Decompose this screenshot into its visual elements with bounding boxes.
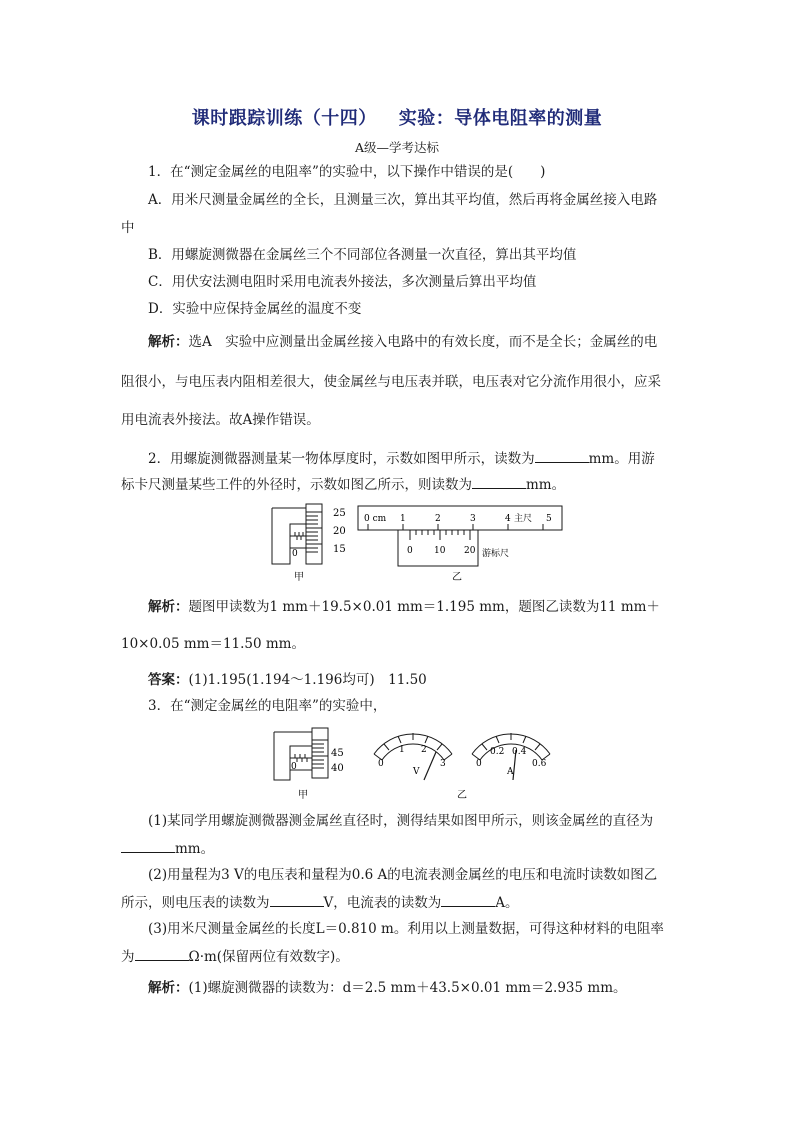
ammeter-tick: 0.6 [532, 759, 547, 769]
answer-blank [441, 892, 495, 907]
ammeter-tick: 0 [476, 759, 482, 769]
q1-option-b: B．用螺旋测微器在金属丝三个不同部位各测量一次直径，算出其平均值 [148, 247, 577, 263]
analysis-label: 解析： [148, 334, 189, 350]
q1-option-a-cont: 中 [121, 220, 135, 236]
q3-text: A。 [495, 895, 519, 911]
micrometer-tick-label: 45 [331, 748, 344, 759]
q3-figure [262, 722, 562, 804]
q3-part2: (2)用量程为3 V的电压表和量程为0.6 A的电流表测金属丝的电压和电流时读数如图乙 [148, 867, 658, 883]
caliper-main-tick: 5 [546, 514, 552, 524]
answer-blank [135, 946, 189, 961]
micrometer-tick-label: 25 [333, 508, 346, 519]
answer-blank [535, 448, 589, 463]
q3-text: 为 [121, 949, 135, 965]
page-title [0, 104, 794, 130]
q3-text: Ω·m(保留两位有效数字)。 [188, 949, 349, 965]
voltmeter-tick: 2 [421, 745, 427, 755]
caliper-vernier-name: 游标尺 [482, 549, 510, 559]
ammeter-tick: 0.2 [490, 747, 505, 757]
answer-text: (1)1.195(1.194～1.196均可) 11.50 [188, 672, 427, 688]
micrometer-tick-label: 15 [333, 544, 346, 555]
caliper-main-name: 主尺 [514, 514, 533, 524]
caliper-main-tick: 2 [435, 514, 441, 524]
q3-part1-cont [121, 838, 214, 858]
q2-stem-line2 [121, 474, 565, 494]
q3-stem: 3．在“测定金属丝的电阻率”的实验中， [148, 698, 387, 714]
q1-stem: 1．在“测定金属丝的电阻率”的实验中，以下操作中错误的是( ) [148, 164, 546, 180]
q1-option-c: C．用伏安法测电阻时采用电流表外接法，多次测量后算出平均值 [148, 274, 537, 290]
q3-text: mm。 [175, 841, 215, 857]
q1-option-d: D．实验中应保持金属丝的温度不变 [148, 301, 362, 317]
answer-blank [270, 892, 324, 907]
q3-text: 所示，则电压表的读数为 [121, 895, 270, 911]
q2-text: mm。 [526, 477, 566, 493]
figure-label-yi: 乙 [457, 790, 467, 801]
micrometer-tick-label: 40 [331, 763, 344, 774]
q3-part1: (1)某同学用螺旋测微器测金属丝直径时，测得结果如图甲所示，则该金属丝的直径为 [148, 813, 654, 829]
analysis-text: (1)螺旋测微器的读数为：d＝2.5 mm＋43.5×0.01 mm＝2.935 mm。 [188, 980, 627, 996]
voltmeter-tick: 1 [399, 745, 405, 755]
voltmeter-unit: V [413, 767, 420, 777]
caliper-vernier-tick: 0 [407, 546, 413, 556]
voltmeter-tick: 0 [378, 759, 384, 769]
q2-figure [260, 500, 570, 588]
ammeter-unit: A [507, 767, 514, 777]
q3-part3-cont [121, 946, 349, 966]
micrometer-tick-label: 20 [333, 526, 346, 537]
q2-text: mm。用游 [588, 451, 655, 467]
figure-label-yi: 乙 [452, 572, 462, 583]
q3-part2-cont [121, 892, 519, 912]
analysis-text: 选A 实验中应测量出金属丝接入电路中的有效长度，而不是全长；金属丝的电 [188, 334, 658, 350]
q1-analysis [148, 333, 657, 351]
analysis-label: 解析： [148, 980, 189, 996]
answer-blank [121, 838, 175, 853]
q2-answer [148, 671, 427, 689]
title-lesson: 课时跟踪训练（十四） [191, 108, 377, 129]
caliper-main-tick: 0 cm [364, 514, 387, 524]
micrometer-diagram [274, 728, 328, 780]
q3-text: V，电流表的读数为 [323, 895, 442, 911]
caliper-main-tick: 4 [505, 514, 511, 524]
figure-label-jia: 甲 [298, 790, 308, 801]
caliper-main-tick: 1 [400, 514, 406, 524]
q1-analysis-line3: 用电流表外接法。故A操作错误。 [121, 412, 320, 428]
title-experiment: 实验：导体电阻率的测量 [398, 108, 603, 129]
q2-stem-line1 [148, 448, 655, 468]
q2-analysis-line2: 10×0.05 mm＝11.50 mm。 [121, 636, 305, 652]
q2-analysis [148, 598, 660, 616]
q2-text: 标卡尺测量某些工件的外径时，示数如图乙所示，则读数为 [121, 477, 472, 493]
answer-blank [472, 474, 526, 489]
micrometer-zero-label: 0 [291, 762, 297, 772]
q1-analysis-line2: 阻很小，与电压表内阻相差很大，使金属丝与电压表并联，电压表对它分流作用很小，应采 [121, 374, 661, 390]
q2-text: 2．用螺旋测微器测量某一物体厚度时，示数如图甲所示，读数为 [148, 451, 535, 467]
level-heading: A级—学考达标 [354, 140, 440, 155]
caliper-vernier-tick: 10 [434, 546, 446, 556]
micrometer-zero-label: 0 [292, 549, 298, 559]
q3-part3: (3)用米尺测量金属丝的长度L＝0.810 m。利用以上测量数据，可得这种材料的电阻率 [148, 921, 664, 937]
caliper-vernier-tick: 20 [464, 546, 476, 556]
caliper-main-tick: 3 [470, 514, 476, 524]
figure-label-jia: 甲 [294, 572, 304, 583]
ammeter-tick: 0.4 [512, 747, 527, 757]
answer-label: 答案： [148, 672, 189, 688]
q1-option-a: A．用米尺测量金属丝的全长，且测量三次，算出其平均值，然后再将金属丝接入电路 [148, 192, 658, 208]
voltmeter-tick: 3 [440, 759, 446, 769]
q3-analysis [148, 979, 627, 997]
analysis-label: 解析： [148, 599, 189, 615]
analysis-text: 题图甲读数为1 mm＋19.5×0.01 mm＝1.195 mm，题图乙读数为11 mm＋ [188, 599, 660, 615]
